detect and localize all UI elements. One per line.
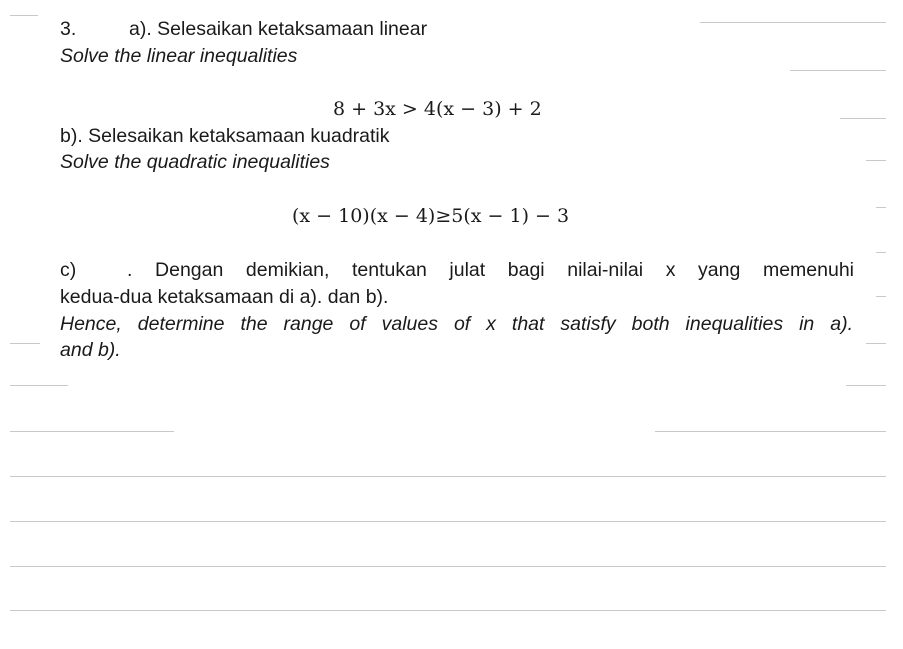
- part-c-line1-malay: . Dengan demikian, tentukan julat bagi nilai-nilai x yang memenuhi: [127, 259, 854, 281]
- ruled-line: [10, 15, 38, 16]
- ruled-line: [866, 343, 886, 344]
- ruled-line: [10, 566, 886, 567]
- ruled-line: [866, 160, 886, 161]
- part-b-label-english: Solve the quadratic inequalities: [60, 151, 330, 173]
- part-c-line2-malay: kedua-dua ketaksamaan di a). dan b).: [60, 286, 389, 308]
- ruled-line: [846, 385, 886, 386]
- question-number: 3.: [60, 18, 77, 40]
- ruled-line: [10, 385, 68, 386]
- ruled-line: [10, 521, 886, 522]
- part-a-label-malay: a). Selesaikan ketaksamaan linear: [129, 18, 428, 40]
- ruled-line: [876, 207, 886, 208]
- ruled-line: [790, 70, 886, 71]
- part-c-line1-english: Hence, determine the range of values of x that satisfy both inequalities in a).: [60, 313, 853, 335]
- part-c-line2-english: and b).: [60, 339, 121, 361]
- ruled-line: [840, 118, 886, 119]
- part-a-inequality: 8 + 3x > 4(x − 3) + 2: [333, 98, 542, 120]
- ruled-line: [700, 22, 886, 23]
- part-b-label-malay: b). Selesaikan ketaksamaan kuadratik: [60, 125, 390, 147]
- ruled-line: [10, 431, 174, 432]
- ruled-line: [876, 252, 886, 253]
- ruled-line: [10, 610, 886, 611]
- ruled-line: [655, 431, 886, 432]
- part-c-label: c): [60, 259, 77, 281]
- ruled-line: [10, 476, 886, 477]
- ruled-line: [876, 296, 886, 297]
- part-b-inequality: (x − 10)(x − 4)≥5(x − 1) − 3: [292, 205, 570, 227]
- part-a-label-english: Solve the linear inequalities: [60, 45, 298, 67]
- ruled-line: [10, 343, 40, 344]
